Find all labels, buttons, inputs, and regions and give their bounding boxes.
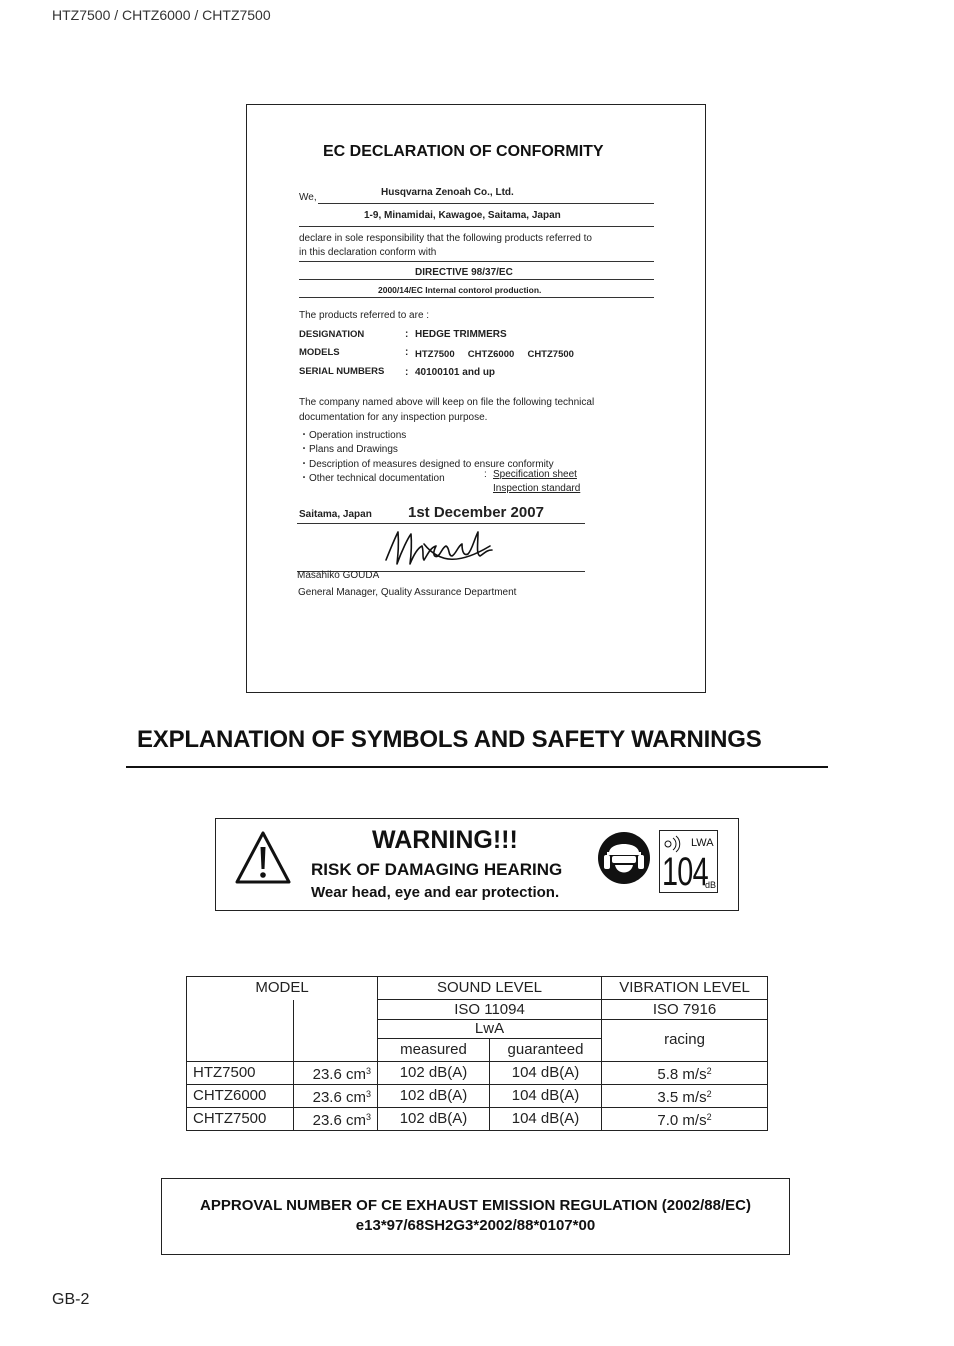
directive: DIRECTIVE 98/37/EC (415, 267, 513, 278)
page-number: GB-2 (52, 1291, 90, 1308)
header-vibration-level: VIBRATION LEVEL (602, 977, 768, 1000)
we-label: We, (299, 192, 317, 203)
sound-standard: ISO 11094 (378, 1000, 602, 1020)
row-measured: 102 dB(A) (378, 1084, 490, 1107)
row-measured: 102 dB(A) (378, 1107, 490, 1130)
designation-colon: : (405, 329, 409, 340)
specification-sheet: Specification sheet (493, 469, 577, 480)
vibration-standard: ISO 7916 (602, 1000, 768, 1020)
signatory-position: General Manager, Quality Assurance Department (298, 587, 517, 598)
inspection-standard: Inspection standard (493, 483, 581, 494)
signature-mark (380, 524, 505, 572)
declare-text-1: declare in sole responsibility that the following products referred to (299, 233, 592, 244)
products-intro: The products referred to are : (299, 310, 430, 321)
row-guaranteed: 104 dB(A) (490, 1107, 602, 1130)
directive-line (299, 279, 654, 280)
section-title: EXPLANATION OF SYMBOLS AND SAFETY WARNINGS (137, 726, 762, 753)
racing-heading: racing (602, 1020, 768, 1061)
models-value: HTZ7500 CHTZ6000 CHTZ7500 (415, 349, 574, 360)
guaranteed-heading: guaranteed (490, 1039, 602, 1061)
table-row (187, 1084, 768, 1107)
company-line (318, 203, 654, 204)
protective-equipment-icon (597, 831, 651, 885)
measured-heading: measured (378, 1039, 490, 1061)
row-vibration: 3.5 $m/s^2$ (602, 1084, 768, 1107)
ec-declaration-title: EC DECLARATION OF CONFORMITY (323, 143, 604, 160)
row-displacement: 23.6 $cm^3$ (294, 1061, 378, 1084)
doc-bullet-3: ・Description of measures designed to ensure conformity (299, 459, 554, 470)
declare-line (299, 261, 654, 262)
approval-number: e13*97/68SH2G3*2002/88*0107*00 (355, 1217, 596, 1234)
section-rule (126, 766, 828, 768)
lwa-heading: LwA (378, 1020, 602, 1039)
lwa-value: 104 (662, 850, 708, 894)
declaration-place: Saitama, Japan (299, 509, 372, 520)
doc-bullet-1: ・Operation instructions (299, 430, 407, 441)
doc-bullet-4-separator: : (484, 469, 487, 480)
lwa-label: LWA (691, 837, 714, 849)
declare-text-2: in this declaration conform with (299, 247, 437, 258)
row-model: CHTZ6000 (187, 1084, 294, 1107)
row-guaranteed: 104 dB(A) (490, 1061, 602, 1084)
designation-label: DESIGNATION (299, 329, 365, 340)
doc-bullet-4: ・Other technical documentation (299, 473, 445, 484)
table-row (187, 1107, 768, 1130)
address-line (299, 226, 654, 227)
serial-value: 40100101 and up (415, 367, 496, 378)
lwa-unit: dB (705, 880, 717, 890)
header-sound-level: SOUND LEVEL (378, 977, 602, 1000)
doc-bullet-2: ・Plans and Drawings (299, 444, 398, 455)
table-row (187, 1061, 768, 1084)
row-model: CHTZ7500 (187, 1107, 294, 1130)
models-label: MODELS (299, 347, 340, 358)
header-model-list: HTZ7500 / CHTZ6000 / CHTZ7500 (52, 7, 271, 23)
row-displacement: 23.6 $cm^3$ (294, 1084, 378, 1107)
serial-label: SERIAL NUMBERS (299, 366, 385, 377)
file-text-2: documentation for any inspection purpose. (299, 412, 488, 423)
header-blank-displacement (294, 1000, 378, 1061)
row-vibration: 5.8 $m/s^2$ (602, 1061, 768, 1084)
signatory-name: Masahiko GOUDA (297, 570, 380, 581)
row-guaranteed: 104 dB(A) (490, 1084, 602, 1107)
designation-value: HEDGE TRIMMERS (415, 329, 507, 340)
row-model: HTZ7500 (187, 1061, 294, 1084)
company-address: 1-9, Minamidai, Kawagoe, Saitama, Japan (364, 210, 561, 221)
warning-triangle-icon (233, 829, 293, 887)
row-displacement: 23.6 $cm^3$ (294, 1107, 378, 1130)
row-vibration: 7.0 $m/s^2$ (602, 1107, 768, 1130)
serial-colon: : (405, 367, 409, 378)
row-measured: 102 dB(A) (378, 1061, 490, 1084)
header-blank-model (187, 1000, 294, 1061)
warning-title: WARNING!!! (372, 826, 518, 854)
file-text-1: The company named above will keep on file the following technical (299, 397, 595, 408)
warning-text: Wear head, eye and ear protection. (311, 884, 560, 901)
approval-title: APPROVAL NUMBER OF CE EXHAUST EMISSION REGULATION (2002/88/EC) (200, 1197, 751, 1214)
company-name: Husqvarna Zenoah Co., Ltd. (381, 187, 514, 198)
production-line (299, 297, 654, 298)
production-statement: 2000/14/EC Internal contorol production. (378, 285, 542, 295)
warning-subtitle: RISK OF DAMAGING HEARING (311, 860, 563, 879)
header-model: MODEL (187, 977, 378, 1000)
declaration-date: 1st December 2007 (408, 504, 544, 521)
sound-vibration-table (186, 976, 768, 1131)
models-colon: : (405, 347, 409, 358)
